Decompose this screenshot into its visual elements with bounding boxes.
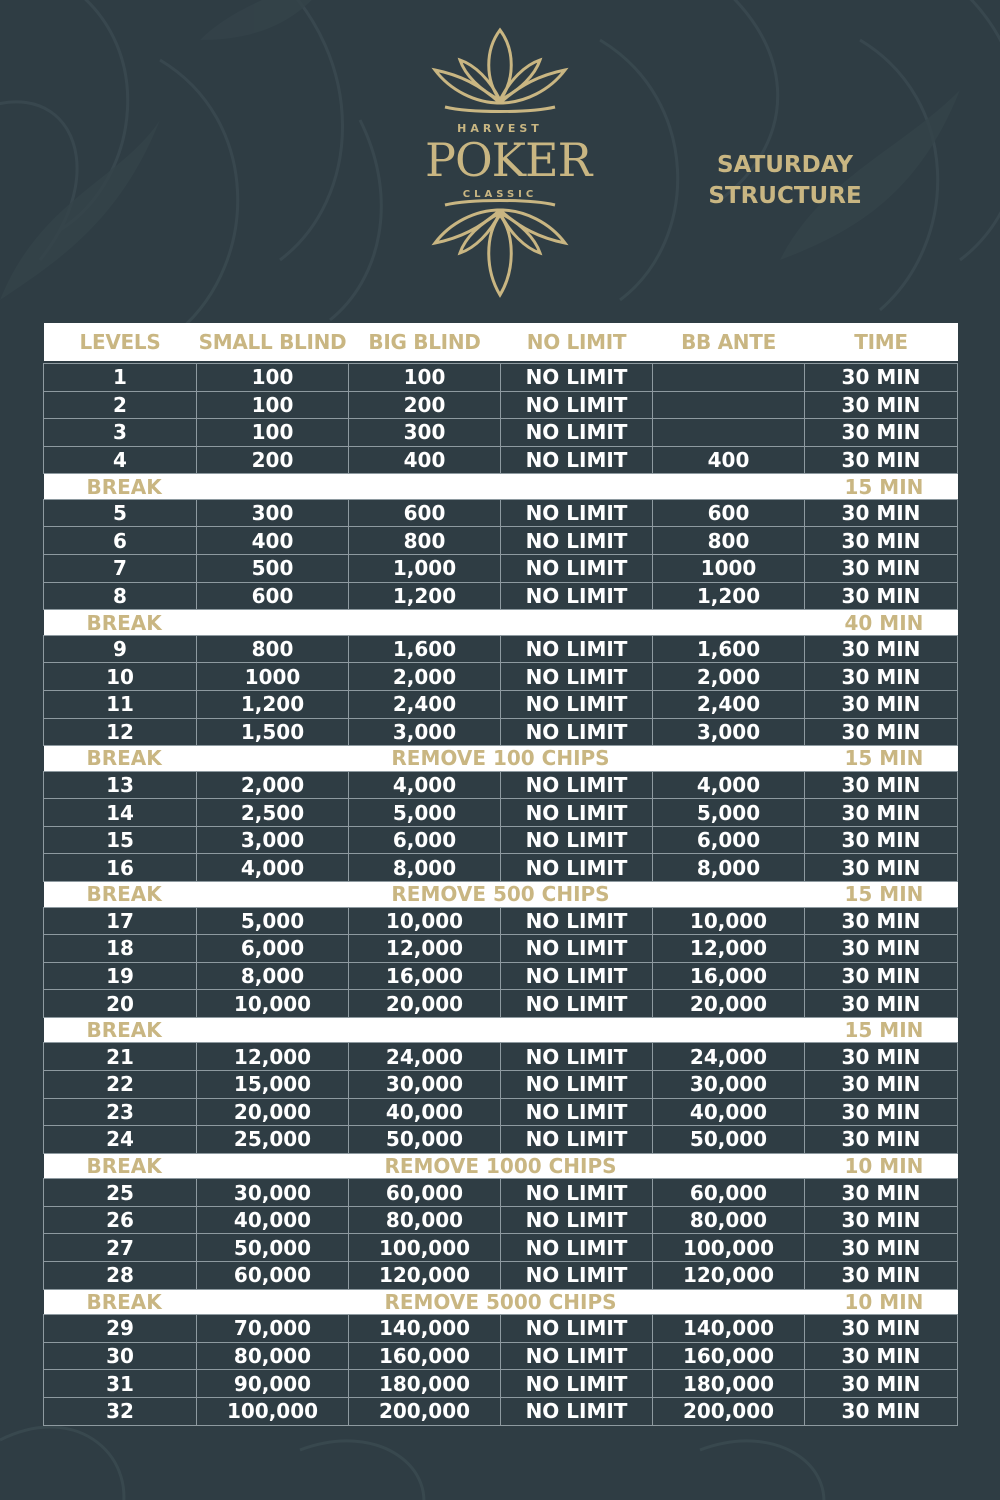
level-row <box>44 771 958 799</box>
cell-big-blind: 8,000 <box>349 854 501 882</box>
cell-level: 15 <box>44 826 197 854</box>
cell-level: 11 <box>44 690 197 718</box>
cell-limit: NO LIMIT <box>501 990 653 1018</box>
cell-time: 30 MIN <box>805 527 958 555</box>
cell-time: 30 MIN <box>805 1043 958 1071</box>
break-note <box>197 474 805 500</box>
cell-level: 21 <box>44 1043 197 1071</box>
break-row <box>44 882 958 908</box>
cell-time: 30 MIN <box>805 854 958 882</box>
level-row <box>44 555 958 583</box>
header-big-blind: BIG BLIND <box>349 323 501 361</box>
cell-time: 30 MIN <box>805 1262 958 1290</box>
header-bb-ante: BB ANTE <box>653 323 805 361</box>
cell-bb-ante: 2,400 <box>653 690 805 718</box>
harvest-poker-classic-logo <box>425 25 592 300</box>
logo-bottom-text: CLASSIC <box>462 189 538 200</box>
cell-level: 12 <box>44 718 197 746</box>
level-row <box>44 1370 958 1398</box>
cell-small-blind: 400 <box>197 527 349 555</box>
level-row <box>44 1342 958 1370</box>
break-row <box>44 610 958 636</box>
cell-level: 1 <box>44 364 197 392</box>
cell-time: 30 MIN <box>805 771 958 799</box>
cell-small-blind: 60,000 <box>197 1262 349 1290</box>
cell-big-blind: 1,600 <box>349 635 501 663</box>
cell-small-blind: 30,000 <box>197 1179 349 1207</box>
cell-limit: NO LIMIT <box>501 771 653 799</box>
cell-big-blind: 16,000 <box>349 962 501 990</box>
cell-level: 10 <box>44 663 197 691</box>
cell-big-blind: 180,000 <box>349 1370 501 1398</box>
break-label: BREAK <box>44 1017 197 1043</box>
cell-level: 31 <box>44 1370 197 1398</box>
cell-time: 30 MIN <box>805 364 958 392</box>
cell-small-blind: 5,000 <box>197 907 349 935</box>
cell-level: 3 <box>44 419 197 447</box>
level-row <box>44 1234 958 1262</box>
cell-time: 30 MIN <box>805 1234 958 1262</box>
level-row <box>44 907 958 935</box>
cell-time: 30 MIN <box>805 1397 958 1425</box>
cell-bb-ante <box>653 391 805 419</box>
cell-big-blind: 400 <box>349 446 501 474</box>
level-row <box>44 1179 958 1207</box>
cell-level: 26 <box>44 1206 197 1234</box>
cell-small-blind: 10,000 <box>197 990 349 1018</box>
cell-big-blind: 10,000 <box>349 907 501 935</box>
cell-bb-ante: 800 <box>653 527 805 555</box>
logo-top-text: HARVEST <box>457 122 543 135</box>
cell-limit: NO LIMIT <box>501 391 653 419</box>
break-label: BREAK <box>44 610 197 636</box>
level-row <box>44 690 958 718</box>
cell-bb-ante: 12,000 <box>653 935 805 963</box>
level-row <box>44 364 958 392</box>
cell-time: 30 MIN <box>805 391 958 419</box>
level-row <box>44 391 958 419</box>
level-row <box>44 499 958 527</box>
cell-limit: NO LIMIT <box>501 826 653 854</box>
cell-big-blind: 200,000 <box>349 1397 501 1425</box>
cell-level: 25 <box>44 1179 197 1207</box>
cell-level: 28 <box>44 1262 197 1290</box>
level-row <box>44 446 958 474</box>
cell-time: 30 MIN <box>805 962 958 990</box>
cell-big-blind: 40,000 <box>349 1098 501 1126</box>
cell-time: 30 MIN <box>805 635 958 663</box>
level-row <box>44 854 958 882</box>
break-row <box>44 474 958 500</box>
break-row <box>44 1017 958 1043</box>
cell-bb-ante: 4,000 <box>653 771 805 799</box>
level-row <box>44 635 958 663</box>
break-note <box>197 1017 805 1043</box>
cell-bb-ante: 400 <box>653 446 805 474</box>
cell-bb-ante <box>653 419 805 447</box>
header-small-blind: SMALL BLIND <box>197 323 349 361</box>
cell-time: 30 MIN <box>805 663 958 691</box>
cell-bb-ante: 180,000 <box>653 1370 805 1398</box>
break-time: 15 MIN <box>805 1017 958 1043</box>
cell-bb-ante: 5,000 <box>653 799 805 827</box>
cell-limit: NO LIMIT <box>501 1370 653 1398</box>
level-row <box>44 582 958 610</box>
cell-limit: NO LIMIT <box>501 1342 653 1370</box>
blind-structure-table <box>43 323 958 1426</box>
cell-level: 5 <box>44 499 197 527</box>
cell-time: 30 MIN <box>805 799 958 827</box>
cell-limit: NO LIMIT <box>501 799 653 827</box>
cell-limit: NO LIMIT <box>501 635 653 663</box>
cell-level: 19 <box>44 962 197 990</box>
cell-big-blind: 100,000 <box>349 1234 501 1262</box>
cell-small-blind: 1,200 <box>197 690 349 718</box>
level-row <box>44 826 958 854</box>
cell-small-blind: 800 <box>197 635 349 663</box>
cell-time: 30 MIN <box>805 990 958 1018</box>
cell-bb-ante: 200,000 <box>653 1397 805 1425</box>
cell-small-blind: 15,000 <box>197 1070 349 1098</box>
level-row <box>44 1043 958 1071</box>
cell-bb-ante: 160,000 <box>653 1342 805 1370</box>
cell-limit: NO LIMIT <box>501 1234 653 1262</box>
level-row <box>44 1098 958 1126</box>
cell-limit: NO LIMIT <box>501 1126 653 1154</box>
cell-big-blind: 1,000 <box>349 555 501 583</box>
cell-limit: NO LIMIT <box>501 1070 653 1098</box>
cell-small-blind: 100,000 <box>197 1397 349 1425</box>
cell-big-blind: 120,000 <box>349 1262 501 1290</box>
cell-big-blind: 600 <box>349 499 501 527</box>
table-header-row <box>44 323 958 361</box>
page-subtitle <box>700 150 870 212</box>
break-note: REMOVE 5000 CHIPS <box>197 1289 805 1315</box>
cell-time: 30 MIN <box>805 555 958 583</box>
break-time: 15 MIN <box>805 474 958 500</box>
cell-limit: NO LIMIT <box>501 935 653 963</box>
cell-bb-ante: 8,000 <box>653 854 805 882</box>
break-label: BREAK <box>44 474 197 500</box>
level-row <box>44 718 958 746</box>
break-label: BREAK <box>44 746 197 772</box>
cell-big-blind: 30,000 <box>349 1070 501 1098</box>
cell-limit: NO LIMIT <box>501 582 653 610</box>
cell-limit: NO LIMIT <box>501 364 653 392</box>
cell-limit: NO LIMIT <box>501 499 653 527</box>
cell-small-blind: 4,000 <box>197 854 349 882</box>
cell-level: 6 <box>44 527 197 555</box>
cell-small-blind: 90,000 <box>197 1370 349 1398</box>
cell-small-blind: 20,000 <box>197 1098 349 1126</box>
cell-bb-ante: 80,000 <box>653 1206 805 1234</box>
cell-limit: NO LIMIT <box>501 1043 653 1071</box>
cell-time: 30 MIN <box>805 499 958 527</box>
cell-limit: NO LIMIT <box>501 718 653 746</box>
cell-limit: NO LIMIT <box>501 1206 653 1234</box>
cell-big-blind: 80,000 <box>349 1206 501 1234</box>
level-row <box>44 1206 958 1234</box>
cell-bb-ante: 100,000 <box>653 1234 805 1262</box>
cell-time: 30 MIN <box>805 690 958 718</box>
cell-level: 13 <box>44 771 197 799</box>
cell-bb-ante: 3,000 <box>653 718 805 746</box>
level-row <box>44 419 958 447</box>
cell-level: 17 <box>44 907 197 935</box>
cell-small-blind: 80,000 <box>197 1342 349 1370</box>
cell-limit: NO LIMIT <box>501 663 653 691</box>
cell-time: 30 MIN <box>805 1179 958 1207</box>
cell-small-blind: 1000 <box>197 663 349 691</box>
cell-big-blind: 160,000 <box>349 1342 501 1370</box>
cell-limit: NO LIMIT <box>501 907 653 935</box>
cell-limit: NO LIMIT <box>501 1315 653 1343</box>
cell-time: 30 MIN <box>805 1070 958 1098</box>
break-time: 10 MIN <box>805 1153 958 1179</box>
break-time: 15 MIN <box>805 746 958 772</box>
cell-small-blind: 50,000 <box>197 1234 349 1262</box>
cell-bb-ante: 50,000 <box>653 1126 805 1154</box>
cell-small-blind: 12,000 <box>197 1043 349 1071</box>
cell-small-blind: 200 <box>197 446 349 474</box>
cell-limit: NO LIMIT <box>501 1397 653 1425</box>
cell-bb-ante: 60,000 <box>653 1179 805 1207</box>
cell-level: 24 <box>44 1126 197 1154</box>
level-row <box>44 527 958 555</box>
cell-level: 8 <box>44 582 197 610</box>
cell-level: 18 <box>44 935 197 963</box>
cell-time: 30 MIN <box>805 1342 958 1370</box>
cell-time: 30 MIN <box>805 826 958 854</box>
break-label: BREAK <box>44 1153 197 1179</box>
cell-big-blind: 12,000 <box>349 935 501 963</box>
subtitle-line-2: STRUCTURE <box>708 183 862 209</box>
level-row <box>44 663 958 691</box>
break-note: REMOVE 500 CHIPS <box>197 882 805 908</box>
cell-big-blind: 200 <box>349 391 501 419</box>
break-time: 10 MIN <box>805 1289 958 1315</box>
table-body <box>44 364 958 1426</box>
cell-time: 30 MIN <box>805 1315 958 1343</box>
cell-level: 4 <box>44 446 197 474</box>
break-time: 40 MIN <box>805 610 958 636</box>
cell-big-blind: 50,000 <box>349 1126 501 1154</box>
cell-bb-ante: 20,000 <box>653 990 805 1018</box>
cell-limit: NO LIMIT <box>501 555 653 583</box>
cell-limit: NO LIMIT <box>501 854 653 882</box>
cell-small-blind: 25,000 <box>197 1126 349 1154</box>
cell-small-blind: 40,000 <box>197 1206 349 1234</box>
cell-small-blind: 1,500 <box>197 718 349 746</box>
break-note: REMOVE 100 CHIPS <box>197 746 805 772</box>
level-row <box>44 1397 958 1425</box>
cell-time: 30 MIN <box>805 582 958 610</box>
cell-big-blind: 4,000 <box>349 771 501 799</box>
cell-small-blind: 500 <box>197 555 349 583</box>
cell-limit: NO LIMIT <box>501 1179 653 1207</box>
break-row <box>44 1153 958 1179</box>
level-row <box>44 1126 958 1154</box>
break-note <box>197 610 805 636</box>
level-row <box>44 1262 958 1290</box>
cell-time: 30 MIN <box>805 1126 958 1154</box>
cell-small-blind: 600 <box>197 582 349 610</box>
level-row <box>44 962 958 990</box>
cell-bb-ante: 40,000 <box>653 1098 805 1126</box>
cell-level: 27 <box>44 1234 197 1262</box>
cell-bb-ante: 24,000 <box>653 1043 805 1071</box>
cell-small-blind: 2,500 <box>197 799 349 827</box>
header-time: TIME <box>805 323 958 361</box>
break-time: 15 MIN <box>805 882 958 908</box>
level-row <box>44 990 958 1018</box>
cell-limit: NO LIMIT <box>501 527 653 555</box>
header-levels: LEVELS <box>44 323 197 361</box>
cell-big-blind: 1,200 <box>349 582 501 610</box>
cell-bb-ante: 2,000 <box>653 663 805 691</box>
cell-level: 29 <box>44 1315 197 1343</box>
cell-level: 9 <box>44 635 197 663</box>
cell-small-blind: 100 <box>197 364 349 392</box>
cell-level: 2 <box>44 391 197 419</box>
cell-bb-ante: 1,200 <box>653 582 805 610</box>
level-row <box>44 935 958 963</box>
break-row <box>44 1289 958 1315</box>
cell-small-blind: 3,000 <box>197 826 349 854</box>
cell-small-blind: 300 <box>197 499 349 527</box>
cell-bb-ante: 120,000 <box>653 1262 805 1290</box>
cell-big-blind: 6,000 <box>349 826 501 854</box>
cell-level: 14 <box>44 799 197 827</box>
cell-small-blind: 100 <box>197 419 349 447</box>
cell-level: 22 <box>44 1070 197 1098</box>
cell-time: 30 MIN <box>805 446 958 474</box>
header-no-limit: NO LIMIT <box>501 323 653 361</box>
cell-time: 30 MIN <box>805 1206 958 1234</box>
break-note: REMOVE 1000 CHIPS <box>197 1153 805 1179</box>
cell-bb-ante: 1,600 <box>653 635 805 663</box>
cell-level: 23 <box>44 1098 197 1126</box>
cell-bb-ante: 140,000 <box>653 1315 805 1343</box>
cell-big-blind: 2,400 <box>349 690 501 718</box>
cell-big-blind: 5,000 <box>349 799 501 827</box>
cell-big-blind: 60,000 <box>349 1179 501 1207</box>
cell-limit: NO LIMIT <box>501 690 653 718</box>
cell-level: 30 <box>44 1342 197 1370</box>
cell-level: 20 <box>44 990 197 1018</box>
level-row <box>44 1070 958 1098</box>
cell-time: 30 MIN <box>805 1098 958 1126</box>
cell-time: 30 MIN <box>805 419 958 447</box>
cell-limit: NO LIMIT <box>501 1262 653 1290</box>
cell-small-blind: 70,000 <box>197 1315 349 1343</box>
cell-bb-ante: 30,000 <box>653 1070 805 1098</box>
cell-time: 30 MIN <box>805 718 958 746</box>
cell-big-blind: 3,000 <box>349 718 501 746</box>
level-row <box>44 799 958 827</box>
cell-big-blind: 20,000 <box>349 990 501 1018</box>
cell-time: 30 MIN <box>805 1370 958 1398</box>
cell-big-blind: 140,000 <box>349 1315 501 1343</box>
cell-limit: NO LIMIT <box>501 962 653 990</box>
cell-bb-ante: 10,000 <box>653 907 805 935</box>
cell-limit: NO LIMIT <box>501 419 653 447</box>
subtitle-line-1: SATURDAY <box>716 152 853 178</box>
cell-limit: NO LIMIT <box>501 1098 653 1126</box>
break-label: BREAK <box>44 1289 197 1315</box>
cell-big-blind: 300 <box>349 419 501 447</box>
cell-bb-ante: 6,000 <box>653 826 805 854</box>
cell-bb-ante <box>653 364 805 392</box>
cell-time: 30 MIN <box>805 935 958 963</box>
logo-main-text: POKER <box>425 133 592 187</box>
cell-big-blind: 800 <box>349 527 501 555</box>
cell-level: 7 <box>44 555 197 583</box>
cell-level: 32 <box>44 1397 197 1425</box>
break-row <box>44 746 958 772</box>
level-row <box>44 1315 958 1343</box>
cell-bb-ante: 600 <box>653 499 805 527</box>
cell-small-blind: 8,000 <box>197 962 349 990</box>
cell-small-blind: 2,000 <box>197 771 349 799</box>
cell-bb-ante: 16,000 <box>653 962 805 990</box>
cell-time: 30 MIN <box>805 907 958 935</box>
cell-bb-ante: 1000 <box>653 555 805 583</box>
cell-big-blind: 24,000 <box>349 1043 501 1071</box>
cell-big-blind: 2,000 <box>349 663 501 691</box>
cell-limit: NO LIMIT <box>501 446 653 474</box>
cell-big-blind: 100 <box>349 364 501 392</box>
cell-small-blind: 100 <box>197 391 349 419</box>
break-label: BREAK <box>44 882 197 908</box>
cell-small-blind: 6,000 <box>197 935 349 963</box>
cell-level: 16 <box>44 854 197 882</box>
